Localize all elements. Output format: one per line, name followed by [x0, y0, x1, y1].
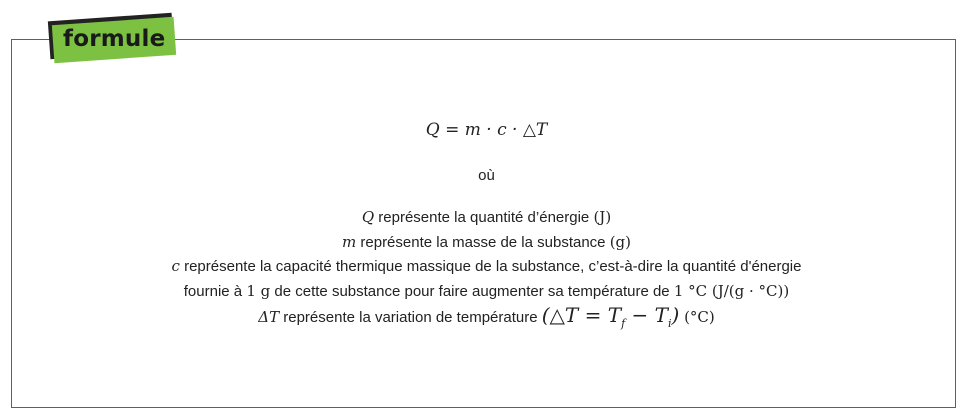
definition-c-text-b: de cette substance pour faire augmenter sa température de [270, 283, 674, 300]
connector-text: où [478, 167, 495, 184]
unit-gram: (g) [609, 233, 632, 251]
definition-m-text: représente la masse de la substance [356, 234, 610, 251]
tag-label: formule [63, 26, 166, 52]
definition-delta-t [0, 303, 973, 336]
formula-tag [47, 17, 177, 61]
symbol-q: Q [361, 208, 375, 226]
delta-t-expression [541, 303, 680, 330]
definition-q-text: représente la quantité d’énergie [374, 209, 594, 226]
expr-open: (△T = T [541, 303, 622, 327]
definition-c-continued [0, 279, 973, 304]
unit-specific-heat: 1 °C (J/(g · °C)) [673, 282, 790, 300]
definition-delta-t-text: représente la variation de température [279, 309, 542, 326]
definition-m [0, 230, 973, 255]
definition-c [0, 254, 973, 279]
expr-minus: − T [625, 303, 668, 327]
definition-q [0, 205, 973, 230]
symbol-delta-t: ΔT [258, 308, 280, 326]
sub-f: f [621, 317, 626, 330]
symbol-c: c [171, 257, 180, 275]
expr-close: ) [671, 303, 680, 327]
one-gram: 1 g [246, 282, 271, 300]
symbol-m: m [341, 233, 357, 251]
unit-celsius: (°C) [679, 308, 715, 326]
sub-i: i [667, 317, 672, 330]
main-formula: Q = m · c · △T [425, 120, 548, 140]
unit-joule: (J) [593, 208, 612, 226]
definition-c-text-a: fournie à [183, 283, 247, 300]
definition-c-text: représente la capacité thermique massique de la substance, c’est-à-dire la quantité d'énergie [179, 258, 802, 275]
